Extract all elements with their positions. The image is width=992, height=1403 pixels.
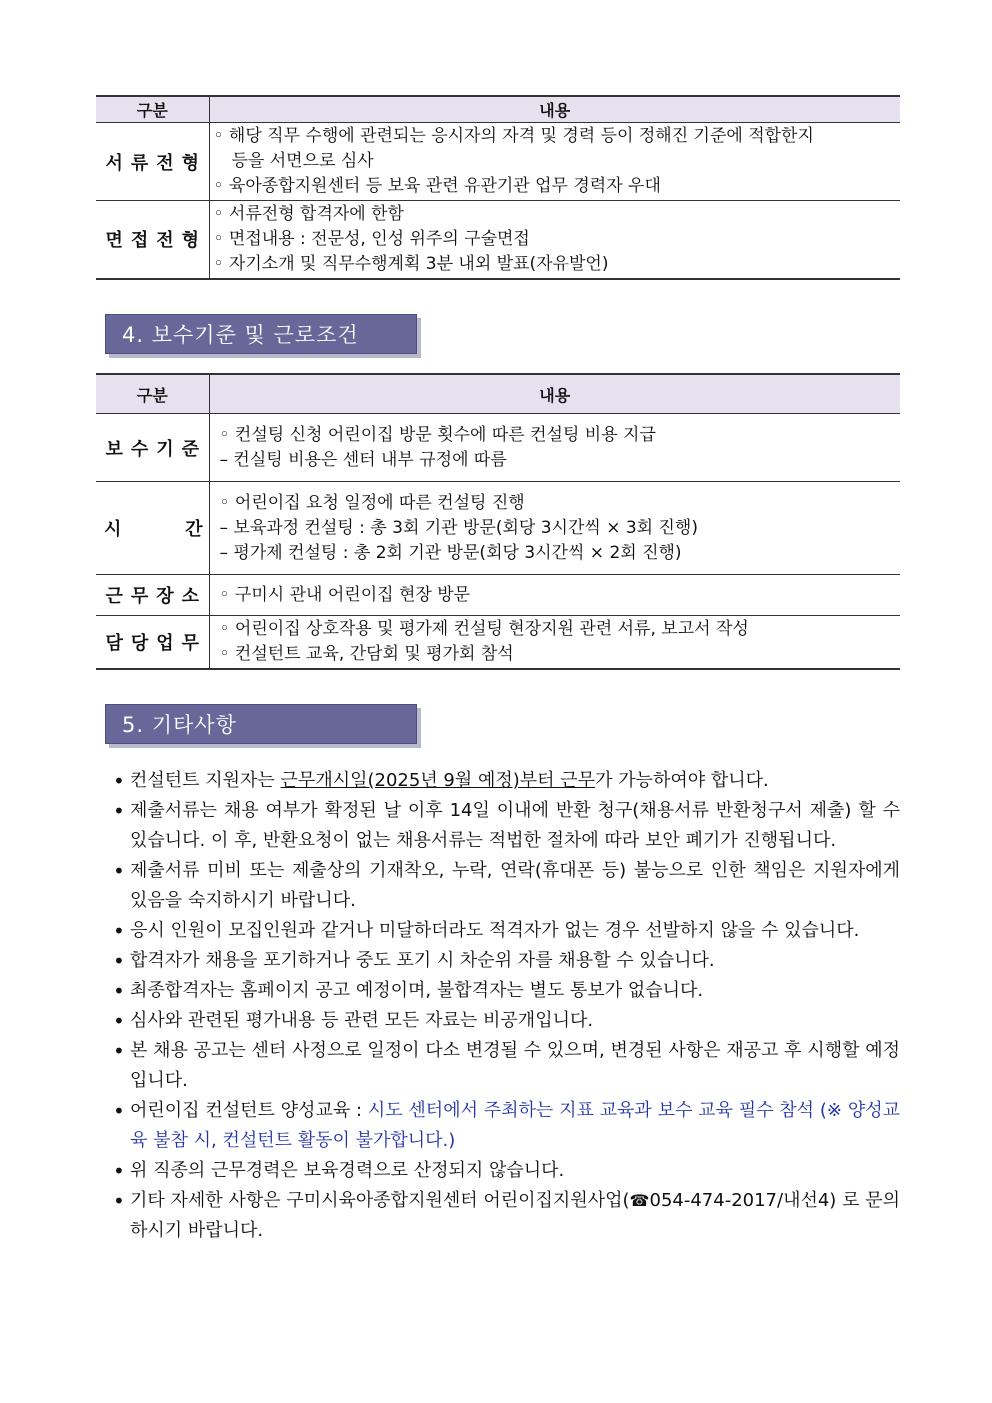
pay-conditions-table [96, 373, 900, 670]
row-content [209, 123, 900, 201]
note-highlight-text: 시도 센터에서 주최하는 지표 교육과 보수 교육 필수 참석 (※ 양성교육 불참 시, 컨설턴트 활동이 불가합니다.) [130, 1100, 900, 1151]
list-item [110, 946, 900, 976]
row-category: 서류전형 [96, 123, 209, 201]
content-line: ◦ 어린이집 요청 일정에 따른 컨설팅 진행 [219, 492, 525, 513]
list-item [110, 976, 900, 1006]
row-content [209, 616, 900, 669]
bullet-icon: • [113, 979, 125, 1003]
row-content [209, 201, 900, 279]
note-text: 기타 자세한 사항은 구미시육아종합지원센터 어린이집지원사업( [130, 1190, 630, 1211]
screening-table [96, 95, 900, 280]
note-text: 위 직종의 근무경력은 보육경력으로 산정되지 않습니다. [130, 1160, 565, 1181]
row-content [209, 575, 900, 616]
bullet-icon: • [113, 1189, 125, 1213]
row-content [209, 482, 900, 575]
content-line: ◦ 육아종합지원센터 등 보육 관련 유관기관 업무 경력자 우대 [213, 176, 661, 196]
bullet-icon: • [113, 1009, 125, 1033]
header-category: 구분 [96, 374, 209, 414]
content-line: ◦ 컨설팅 신청 어린이집 방문 횟수에 따른 컨설팅 비용 지급 [219, 424, 656, 445]
section-5-title: 5. 기타사항 [105, 704, 417, 744]
list-item [110, 1186, 900, 1246]
list-item [110, 796, 900, 856]
note-text: 합격자가 채용을 포기하거나 중도 포기 시 차순위 자를 채용할 수 있습니다. [130, 950, 715, 971]
content-line: ◦ 어린이집 상호작용 및 평가제 컨설팅 현장지원 관련 서류, 보고서 작성 [219, 618, 749, 639]
section-4-title: 4. 보수기준 및 근로조건 [105, 314, 417, 354]
content-line: – 평가제 컨설팅 : 총 2회 기관 방문(회당 3시간씩 × 2회 진행) [219, 542, 682, 563]
row-category: 근무장소 [96, 575, 209, 616]
table-row [96, 201, 900, 279]
list-item [110, 1096, 900, 1156]
table-row [96, 575, 900, 616]
list-item [110, 766, 900, 796]
note-text: 본 채용 공고는 센터 사정으로 일정이 다소 변경될 수 있으며, 변경된 사항은 재공고 후 시행할 예정입니다. [130, 1040, 900, 1091]
row-category: 담당업무 [96, 616, 209, 669]
table-row [96, 123, 900, 201]
content-line: – 보육과정 컨설팅 : 총 3회 기관 방문(회당 3시간씩 × 3회 진행) [219, 517, 698, 538]
list-item [110, 1036, 900, 1096]
header-content: 내용 [209, 374, 900, 414]
note-underlined-text: 근무개시일(2025년 9월 예정)부터 근무 [280, 770, 596, 791]
list-item [110, 1156, 900, 1186]
content-line: – 컨실팅 비용은 센터 내부 규정에 따름 [219, 449, 507, 470]
header-category: 구분 [96, 96, 209, 123]
bullet-icon: • [113, 1039, 125, 1063]
table-row [96, 482, 900, 575]
bullet-icon: • [113, 799, 125, 823]
row-content [209, 414, 900, 482]
list-item [110, 916, 900, 946]
table-row [96, 616, 900, 669]
row-category [96, 482, 209, 575]
note-text: 컨설턴트 지원자는 [130, 770, 281, 791]
notes-list [110, 766, 900, 1246]
table-header-row [96, 96, 900, 123]
bullet-icon: • [113, 949, 125, 973]
content-line: ◦ 자기소개 및 직무수행계획 3분 내외 발표(자유발언) [213, 253, 609, 274]
bullet-icon: • [113, 1099, 125, 1123]
bullet-icon: • [113, 859, 125, 883]
table-header-row [96, 374, 900, 414]
note-text: 054-474-2017/내선4) 로 문의하시기 바랍니다. [130, 1190, 900, 1241]
bullet-icon: • [113, 919, 125, 943]
phone-icon: ☎ [629, 1191, 650, 1210]
content-line: 등을 서면으로 심사 [231, 151, 374, 171]
list-item [110, 856, 900, 916]
note-text: 어린이집 컨설턴트 양성교육 : [130, 1100, 368, 1121]
note-text: 제출서류는 채용 여부가 확정된 날 이후 14일 이내에 반환 청구(채용서류 반환청구서 제출) 할 수 있습니다. 이 후, 반환요청이 없는 채용서류는 적법한 절차에 따라 보안 폐기가 진행됩니다. [130, 800, 900, 851]
table-row [96, 414, 900, 482]
note-text: 제출서류 미비 또는 제출상의 기재착오, 누락, 연락(휴대폰 등) 불능으로 인한 책임은 지원자에게 있음을 숙지하시기 바랍니다. [130, 860, 900, 911]
content-line: ◦ 서류전형 합격자에 한함 [213, 203, 404, 224]
row-category: 보수기준 [96, 414, 209, 482]
content-line: ◦ 면접내용 : 전문성, 인성 위주의 구술면접 [213, 228, 530, 249]
row-category: 면접전형 [96, 201, 209, 279]
content-line: ◦ 컨설턴트 교육, 간담회 및 평가회 참석 [219, 643, 514, 664]
note-text: 심사와 관련된 평가내용 등 관련 모든 자료는 비공개입니다. [130, 1010, 594, 1031]
note-text: 응시 인원이 모집인원과 같거나 미달하더라도 적격자가 없는 경우 선발하지 않을 수 있습니다. [130, 920, 860, 941]
header-content: 내용 [209, 96, 900, 123]
note-text: 가 가능하여야 합니다. [595, 770, 769, 791]
content-line: ◦ 해당 직무 수행에 관련되는 응시자의 자격 및 경력 등이 정해진 기준에 적합한지 [213, 126, 814, 146]
bullet-icon: • [113, 1159, 125, 1183]
content-line: ◦ 구미시 관내 어린이집 현장 방문 [219, 584, 471, 605]
row-category-char-1: 시 [104, 519, 122, 540]
list-item [110, 1006, 900, 1036]
row-category-char-2: 간 [185, 519, 203, 540]
bullet-icon: • [113, 769, 125, 793]
note-text: 최종합격자는 홈페이지 공고 예정이며, 불합격자는 별도 통보가 없습니다. [130, 980, 704, 1001]
